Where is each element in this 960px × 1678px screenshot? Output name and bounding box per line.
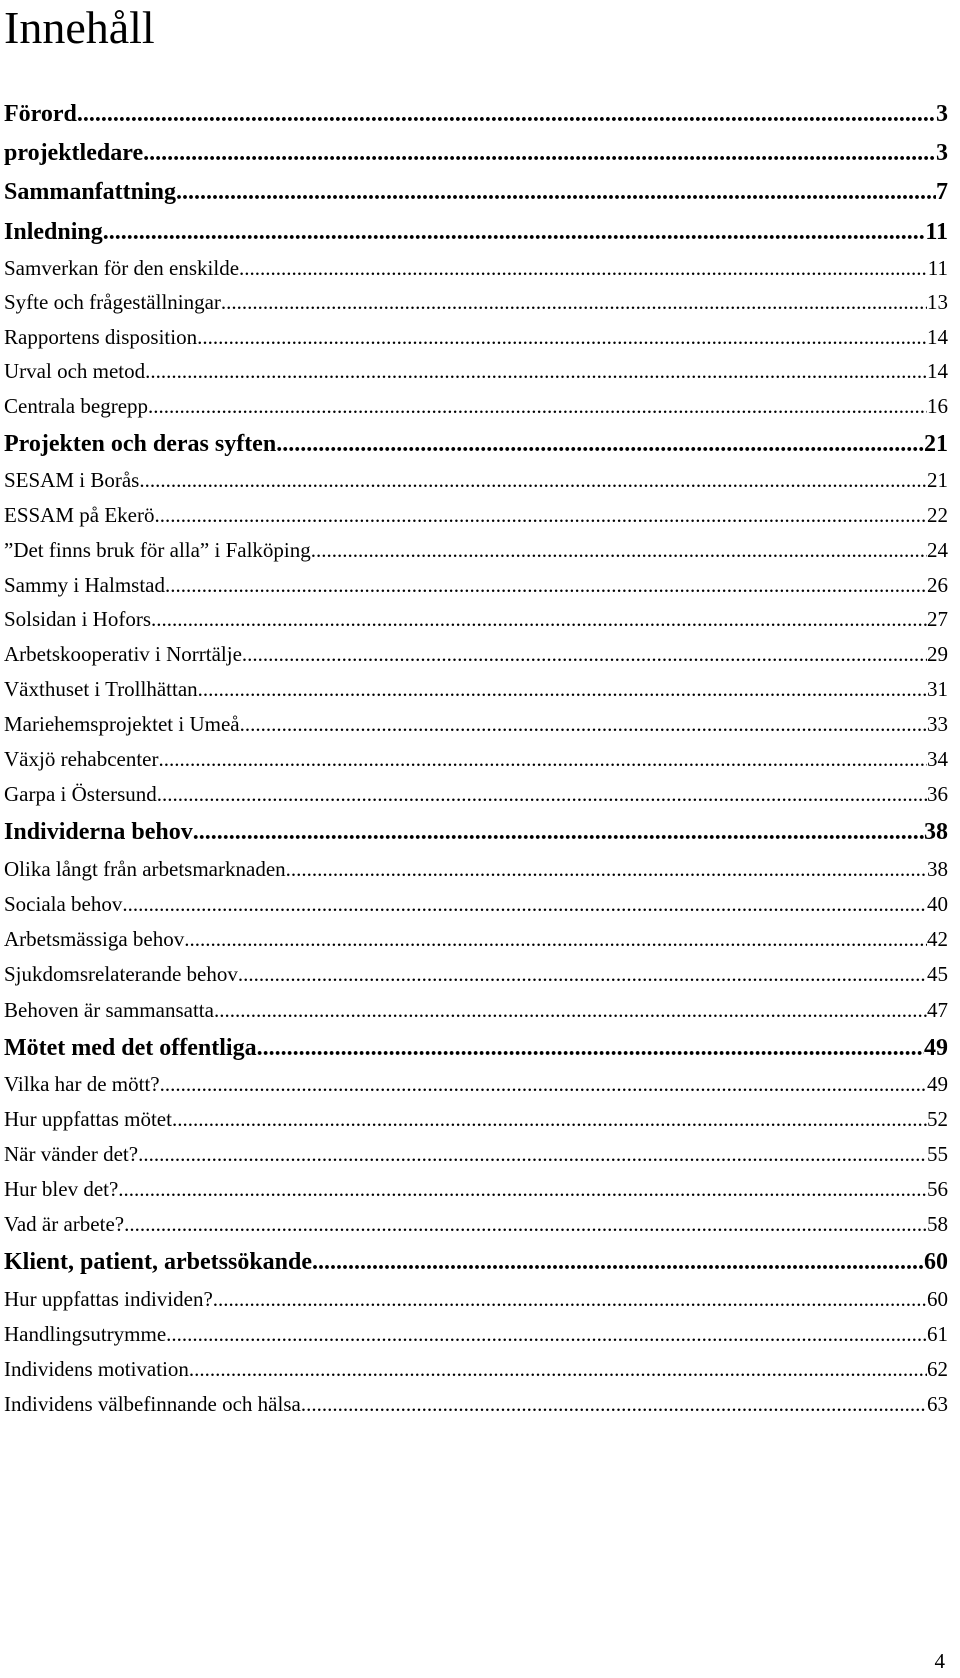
toc-entry-label: Förord	[4, 101, 77, 127]
toc-entry-label: Vilka har de mött?	[4, 1072, 160, 1096]
toc-entry-label: Växjö rehabcenter	[4, 747, 159, 771]
toc-entry[interactable]	[4, 1072, 960, 1097]
toc-entry-label: Rapportens disposition	[4, 325, 198, 349]
toc-entry-page: 11	[925, 219, 948, 245]
toc-dot-leader	[159, 747, 928, 772]
toc-entry[interactable]	[4, 1287, 960, 1312]
toc-entry-page: 26	[927, 573, 948, 597]
toc-entry-page: 47	[927, 998, 948, 1022]
toc-dot-leader	[172, 1107, 927, 1132]
toc-entry[interactable]	[4, 468, 960, 493]
toc-entry-page: 38	[924, 819, 948, 845]
toc-dot-leader	[213, 1287, 927, 1312]
toc-dot-leader	[238, 962, 927, 987]
toc-entry-label: ESSAM på Ekerö	[4, 503, 155, 527]
toc-dot-leader	[276, 431, 924, 458]
toc-entry-label: Hur blev det?	[4, 1177, 119, 1201]
toc-dot-leader	[221, 290, 927, 315]
toc-entry-label: Behoven är sammansatta	[4, 998, 214, 1022]
toc-entry-label: Växthuset i Trollhättan	[4, 677, 198, 701]
page-title: Innehåll	[4, 2, 155, 53]
toc-entry-label: Individens motivation	[4, 1357, 189, 1381]
toc-entry[interactable]	[4, 1249, 960, 1276]
toc-dot-leader	[193, 819, 924, 846]
toc-entry[interactable]	[4, 782, 960, 807]
toc-dot-leader	[242, 642, 927, 667]
toc-entry[interactable]	[4, 1212, 960, 1237]
toc-entry[interactable]	[4, 359, 960, 384]
toc-entry-page: 13	[927, 290, 948, 314]
toc-entry-label: Arbetskooperativ i Norrtälje	[4, 642, 242, 666]
toc-dot-leader	[143, 140, 936, 167]
toc-entry-label: projektledare	[4, 140, 144, 166]
toc-dot-leader	[77, 101, 936, 128]
toc-entry[interactable]	[4, 394, 960, 419]
toc-entry-page: 3	[936, 140, 948, 166]
toc-entry[interactable]	[4, 179, 960, 206]
toc-entry-page: 21	[927, 468, 948, 492]
toc-entry[interactable]	[4, 431, 960, 458]
toc-entry-page: 49	[924, 1035, 948, 1061]
toc-entry-label: Syfte och frågeställningar	[4, 290, 221, 314]
toc-entry[interactable]	[4, 927, 960, 952]
toc-entry-label: Urval och metod	[4, 359, 146, 383]
toc-dot-leader	[214, 998, 927, 1023]
toc-entry-label: Mötet med det offentliga	[4, 1035, 257, 1061]
toc-entry-label: Hur uppfattas mötet	[4, 1107, 172, 1131]
toc-dot-leader	[239, 256, 928, 281]
toc-entry-page: 42	[927, 927, 948, 951]
toc-entry-page: 33	[927, 712, 948, 736]
toc-entry[interactable]	[4, 219, 960, 246]
toc-entry-page: 45	[927, 962, 948, 986]
toc-dot-leader	[198, 677, 927, 702]
toc-entry[interactable]	[4, 1035, 960, 1062]
toc-dot-leader	[257, 1035, 924, 1062]
toc-dot-leader	[311, 538, 927, 563]
toc-entry[interactable]	[4, 712, 960, 737]
toc-entry[interactable]	[4, 1142, 960, 1167]
toc-dot-leader	[184, 927, 927, 952]
toc-entry[interactable]	[4, 1392, 960, 1417]
toc-entry-page: 62	[927, 1357, 948, 1381]
toc-dot-leader	[124, 1212, 927, 1237]
toc-dot-leader	[122, 892, 927, 917]
toc-entry-label: Hur uppfattas individen?	[4, 1287, 213, 1311]
toc-dot-leader	[189, 1357, 927, 1382]
toc-entry-label: Sammy i Halmstad	[4, 573, 165, 597]
toc-dot-leader	[240, 712, 927, 737]
toc-entry-label: Sammanfattning	[4, 179, 177, 205]
toc-entry-label: SESAM i Borås	[4, 468, 140, 492]
toc-dot-leader	[157, 782, 927, 807]
toc-entry-page: 14	[927, 359, 948, 383]
toc-entry-page: 49	[927, 1072, 948, 1096]
toc-entry-page: 61	[927, 1322, 948, 1346]
toc-entry[interactable]	[4, 1322, 960, 1347]
toc-entry-label: Individerna behov	[4, 819, 193, 845]
toc-entry-page: 58	[927, 1212, 948, 1236]
toc-dot-leader	[151, 607, 927, 632]
toc-entry-page: 60	[927, 1287, 948, 1311]
toc-entry-page: 31	[927, 677, 948, 701]
toc-entry[interactable]	[4, 998, 960, 1023]
toc-entry[interactable]	[4, 642, 960, 667]
toc-dot-leader	[145, 359, 927, 384]
toc-dot-leader	[176, 179, 936, 206]
toc-entry-page: 14	[927, 325, 948, 349]
toc-dot-leader	[301, 1392, 927, 1417]
toc-entry-label: Olika långt från arbetsmarknaden	[4, 857, 286, 881]
toc-entry[interactable]	[4, 677, 960, 702]
toc-entry-page: 7	[936, 179, 948, 205]
toc-entry-label: Centrala begrepp	[4, 394, 149, 418]
toc-entry-label: Sociala behov	[4, 892, 123, 916]
toc-entry-page: 36	[927, 782, 948, 806]
toc-entry-label: Individens välbefinnande och hälsa	[4, 1392, 301, 1416]
toc-entry[interactable]	[4, 962, 960, 987]
toc-entry-page: 3	[936, 101, 948, 127]
toc-dot-leader	[166, 1322, 927, 1347]
toc-dot-leader	[312, 1249, 924, 1276]
toc-entry-label: Vad är arbete?	[4, 1212, 125, 1236]
toc-dot-leader	[138, 1142, 927, 1167]
page-number: 4	[934, 1649, 945, 1673]
toc-dot-leader	[165, 573, 927, 598]
toc-dot-leader	[139, 468, 927, 493]
toc-entry-label: Klient, patient, arbetssökande	[4, 1249, 313, 1275]
toc-entry[interactable]	[4, 819, 960, 846]
toc-entry[interactable]	[4, 892, 960, 917]
toc-dot-leader	[160, 1072, 927, 1097]
toc-entry-label: Mariehemsprojektet i Umeå	[4, 712, 240, 736]
toc-entry-page: 63	[927, 1392, 948, 1416]
toc-entry-page: 40	[927, 892, 948, 916]
toc-entry[interactable]	[4, 503, 960, 528]
toc-entry-label: ”Det finns bruk för alla” i Falköping	[4, 538, 311, 562]
toc-entry-page: 22	[927, 503, 948, 527]
toc-entry-page: 55	[927, 1142, 948, 1166]
toc-entry-page: 27	[927, 607, 948, 631]
toc-entry-page: 60	[924, 1249, 948, 1275]
toc-entry[interactable]	[4, 857, 960, 882]
toc-dot-leader	[118, 1177, 927, 1202]
toc-entry-page: 38	[927, 857, 948, 881]
toc-entry[interactable]	[4, 573, 960, 598]
toc-entry-label: När vänder det?	[4, 1142, 139, 1166]
toc-entry-label: Handlingsutrymme	[4, 1322, 167, 1346]
toc-entry-label: Solsidan i Hofors	[4, 607, 151, 631]
toc-entry[interactable]	[4, 1107, 960, 1132]
toc-entry-label: Sjukdomsrelaterande behov	[4, 962, 238, 986]
toc-entry[interactable]	[4, 290, 960, 315]
toc-entry-label: Garpa i Östersund	[4, 782, 157, 806]
toc-dot-leader	[197, 325, 927, 350]
toc-entry-page: 21	[924, 431, 948, 457]
toc-entry-label: Arbetsmässiga behov	[4, 927, 185, 951]
toc-entry[interactable]	[4, 256, 960, 281]
toc-entry-page: 56	[927, 1177, 948, 1201]
toc-dot-leader	[148, 394, 927, 419]
toc-entry[interactable]	[4, 325, 960, 350]
toc-entry-page: 11	[927, 256, 948, 280]
toc-entry[interactable]	[4, 140, 960, 167]
toc-dot-leader	[103, 219, 926, 246]
toc-dot-leader	[155, 503, 928, 528]
toc-entry-label: Inledning	[4, 219, 103, 245]
toc-entry[interactable]	[4, 1177, 960, 1202]
toc-entry[interactable]	[4, 101, 960, 128]
toc-entry-page: 29	[927, 642, 948, 666]
toc-entry[interactable]	[4, 747, 960, 772]
toc-entry-page: 34	[927, 747, 948, 771]
toc-dot-leader	[286, 857, 927, 882]
toc-entry[interactable]	[4, 607, 960, 632]
toc-entry-page: 52	[927, 1107, 948, 1131]
toc-entry[interactable]	[4, 1357, 960, 1382]
toc-entry[interactable]	[4, 538, 960, 563]
toc-entry-label: Samverkan för den enskilde	[4, 256, 240, 280]
toc-entry-label: Projekten och deras syften	[4, 431, 277, 457]
toc-entry-page: 24	[927, 538, 948, 562]
toc-entry-page: 16	[927, 394, 948, 418]
